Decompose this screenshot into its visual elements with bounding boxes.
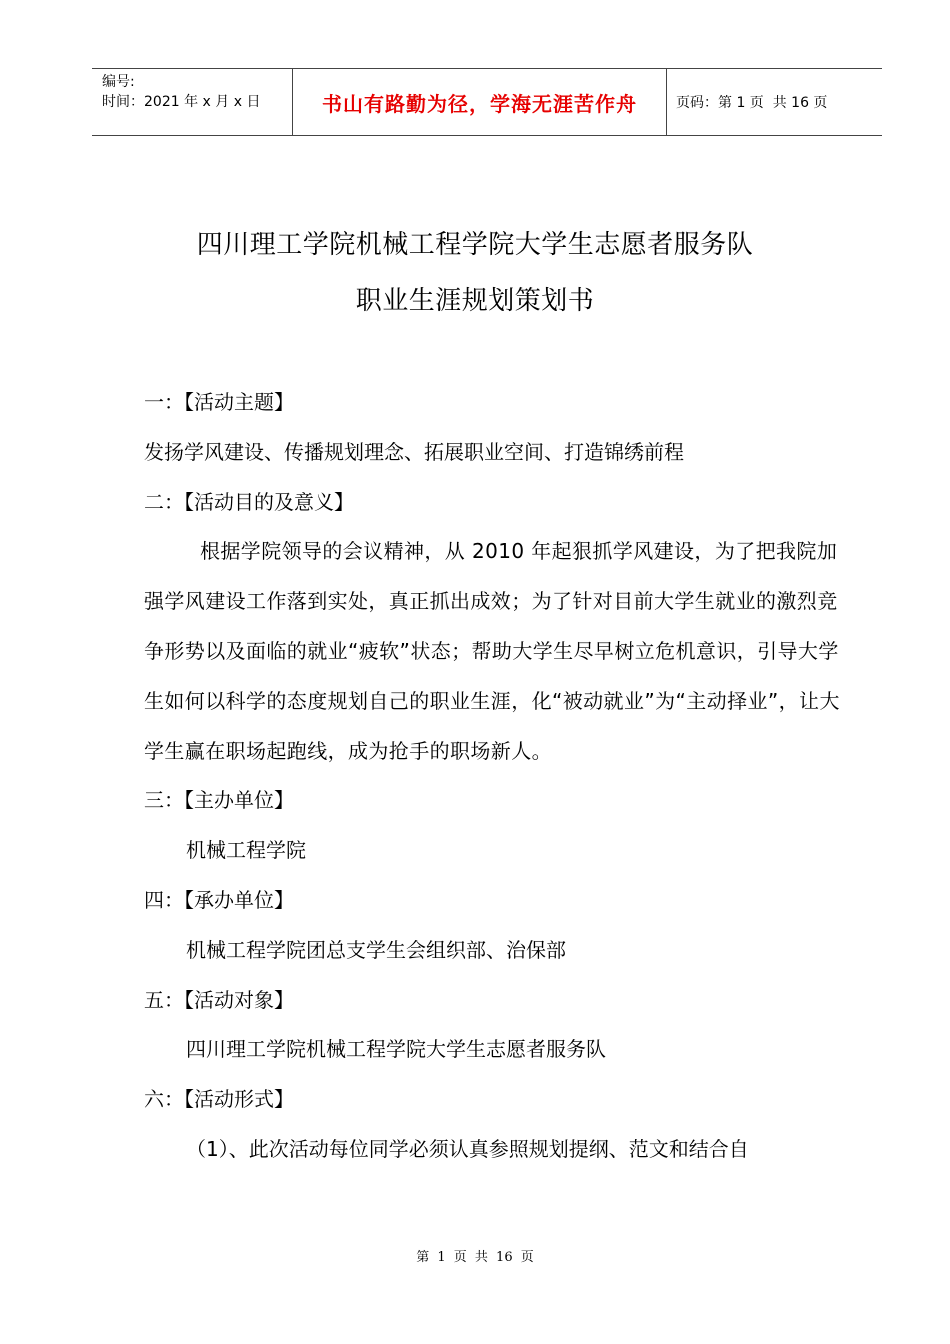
header-number-label: 编号: <box>102 74 135 90</box>
section-3-body: 机械工程学院 <box>186 838 306 863</box>
header-motto: 书山有路勤为径，学海无涯苦作舟 <box>293 69 667 135</box>
section-4-body: 机械工程学院团总支学生会组织部、治保部 <box>186 937 566 962</box>
section-2-body: 根据学院领导的会议精神，从 2010 年起狠抓学风建设，为了把我院加强学风建设工作落到实处，真正抓出成效；为了针对目前大学生就业的激烈竞争形势以及面临的就业“疲软”状态；帮助大学生尽早树立危机意识，引导大学生如何以科学的态度规划自己的职业生涯，化“被动就业”为“主动择业”，让大学生赢在职场起跑线，成为抢手的职场新人。 <box>144 539 840 763</box>
section-5-body: 四川理工学院机械工程学院大学生志愿者服务队 <box>186 1037 606 1062</box>
page-footer: 第 1 页 共 16 页 <box>416 1250 534 1265</box>
header-time-label: 时间：2021 年 x 月 x 日 <box>102 94 261 110</box>
section-4-heading: 四：【承办单位】 <box>144 887 294 912</box>
section-5-heading: 五：【活动对象】 <box>144 987 294 1012</box>
document-body <box>144 378 844 1175</box>
section-6-heading: 六：【活动形式】 <box>144 1087 294 1112</box>
header-meta <box>92 69 293 135</box>
section-1-body: 发扬学风建设、传播规划理念、拓展职业空间、打造锦绣前程 <box>144 439 684 464</box>
section-3-heading: 三：【主办单位】 <box>144 788 294 813</box>
document-title-line2: 职业生涯规划策划书 <box>355 286 595 316</box>
section-1-heading: 一：【活动主题】 <box>144 390 294 414</box>
section-6-body: （1）、此次活动每位同学必须认真参照规划提纲、范文和结合自 <box>186 1136 749 1161</box>
header-page-info: 页码：第 1 页 共 16 页 <box>676 95 828 111</box>
page-header <box>92 68 882 136</box>
section-2-heading: 二：【活动目的及意义】 <box>144 489 354 514</box>
document-title-line1: 四川理工学院机械工程学院大学生志愿者服务队 <box>196 230 754 260</box>
